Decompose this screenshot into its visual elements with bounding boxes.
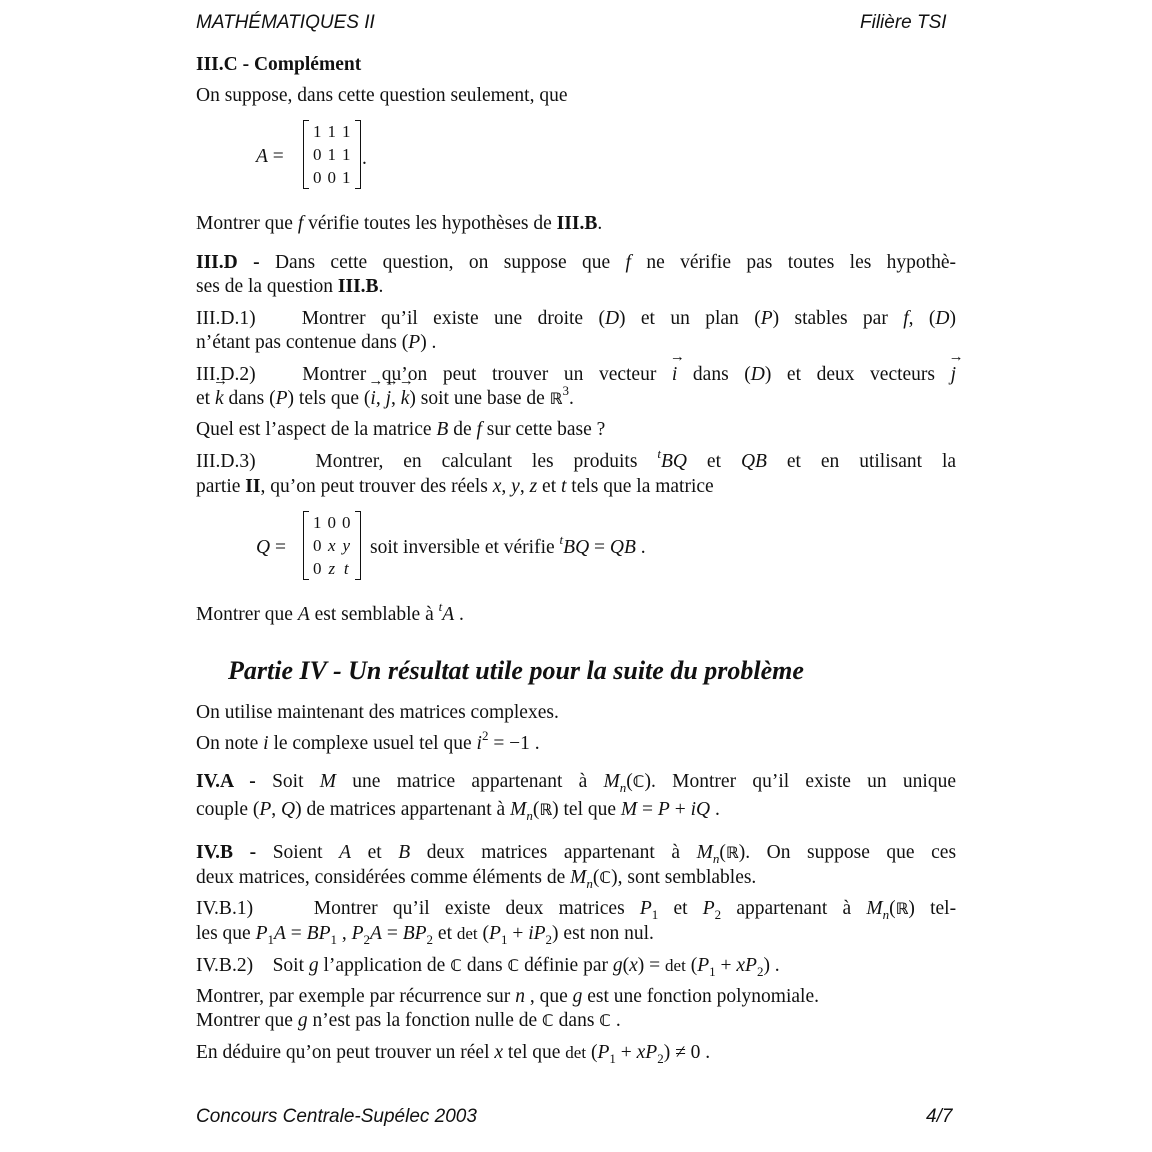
header-right: Filière TSI	[860, 12, 947, 33]
matrix-a-label: A =	[256, 146, 284, 167]
matrix-cell: 1	[313, 122, 322, 141]
paragraph: On note i le complexe usuel tel que $i^2 = -1$ .	[196, 728, 540, 754]
paragraph: On utilise maintenant des matrices complexes.	[196, 702, 559, 723]
matrix-cell: 0	[313, 168, 322, 187]
paragraph: couple (P, Q) de matrices appartenant à $M_n(ℝ)$ tel que M = P + iQ .	[196, 799, 720, 823]
matrix-cell: 1	[327, 145, 336, 164]
question-iiid2: III.D.2) Montrer qu’on peut trouver un vecteur → i dans (D) et deux vecteurs → j	[196, 363, 956, 387]
matrix-cell: 0	[313, 559, 322, 578]
punct: .	[362, 148, 367, 169]
matrix-cell: 0	[342, 513, 351, 532]
matrix-q-label: Q =	[256, 537, 286, 558]
paragraph: deux matrices, considérées comme éléments de $M_n(ℂ)$, sont semblables.	[196, 867, 757, 891]
paragraph: Montrer que g n’est pas la fonction nulle de ℂ dans ℂ .	[196, 1010, 621, 1031]
matrix-cell: 0	[313, 145, 322, 164]
part-iv-title: Partie IV - Un résultat utile pour la suite du problème	[228, 656, 804, 685]
header-left: MATHÉMATIQUES II	[196, 12, 375, 33]
paragraph: ses de la question III.B.	[196, 276, 384, 297]
paragraph: Montrer que A est semblable à $^t$A .	[196, 599, 464, 625]
matrix-cell: 0	[313, 536, 322, 555]
matrix-q	[303, 511, 361, 580]
section-title-iiic: III.C - Complément	[196, 54, 362, 75]
paragraph: soit inversible et vérifie $^t$BQ = QB .	[370, 532, 646, 558]
paragraph: partie II, qu’on peut trouver des réels x, y, z et t tels que la matrice	[196, 476, 714, 497]
matrix-cell: x	[327, 536, 336, 555]
question-iva: IV.A - Soit M une matrice appartenant à $M_n(ℂ)$. Montrer qu’il existe un unique	[196, 771, 956, 795]
matrix-cell: 0	[327, 513, 336, 532]
matrix-cell: y	[342, 536, 351, 555]
paragraph: Montrer, par exemple par récurrence sur n , que g est une fonction polynomiale.	[196, 986, 820, 1007]
paragraph: Montrer que f vérifie toutes les hypothèses de III.B.	[196, 213, 603, 234]
question-ivb1: IV.B.1) Montrer qu’il existe deux matrices $P_1$ et $P_2$ appartenant à $M_n(ℝ)$ tel-	[196, 898, 957, 922]
paragraph: Quel est l’aspect de la matrice B de f sur cette base ?	[196, 419, 606, 440]
matrix-cell: 1	[313, 513, 322, 532]
matrix-cell: t	[343, 559, 349, 578]
paragraph: On suppose, dans cette question seulement, que	[196, 85, 568, 106]
matrix-cell: 1	[342, 168, 351, 187]
matrix-a	[303, 120, 361, 189]
matrix-cell: 1	[327, 122, 336, 141]
matrix-cell: 1	[342, 122, 351, 141]
footer-left: Concours Centrale-Supélec 2003	[196, 1106, 477, 1127]
paragraph: En déduire qu’on peut trouver un réel x tel que $\det (P_1 + xP_2) \ne 0$ .	[196, 1042, 711, 1066]
question-iiid3: III.D.3) Montrer, en calculant les produits $^t$BQ et QB et en utilisant la	[196, 446, 957, 472]
paragraph-iiid: III.D - Dans cette question, on suppose que f ne vérifie pas toutes les hypothè-	[196, 252, 957, 273]
question-ivb2: IV.B.2) Soit g l’application de ℂ dans ℂ définie par $g(x) = \det (P_1 + xP_2)$ .	[196, 955, 780, 979]
page-number: 4/7	[926, 1106, 953, 1127]
paragraph: n’étant pas contenue dans (P) .	[196, 332, 437, 353]
matrix-cell: 1	[342, 145, 351, 164]
question-iiid1: III.D.1) Montrer qu’il existe une droite (D) et un plan (P) stables par f, (D)	[196, 308, 956, 329]
matrix-cell: z	[328, 559, 336, 578]
paragraph: et → k dans (P) tels que (→ i, → j, → k) soit une base de ℝ$^3$.	[196, 387, 574, 412]
question-ivb: IV.B - Soient A et B deux matrices appartenant à $M_n(ℝ)$. On suppose que ces	[196, 842, 957, 866]
paragraph: les que $P_1A = BP_1$ , $P_2A = BP_2$ et $\det (P_1 + iP_2)$ est non nul.	[196, 923, 654, 947]
matrix-cell: 0	[327, 168, 336, 187]
